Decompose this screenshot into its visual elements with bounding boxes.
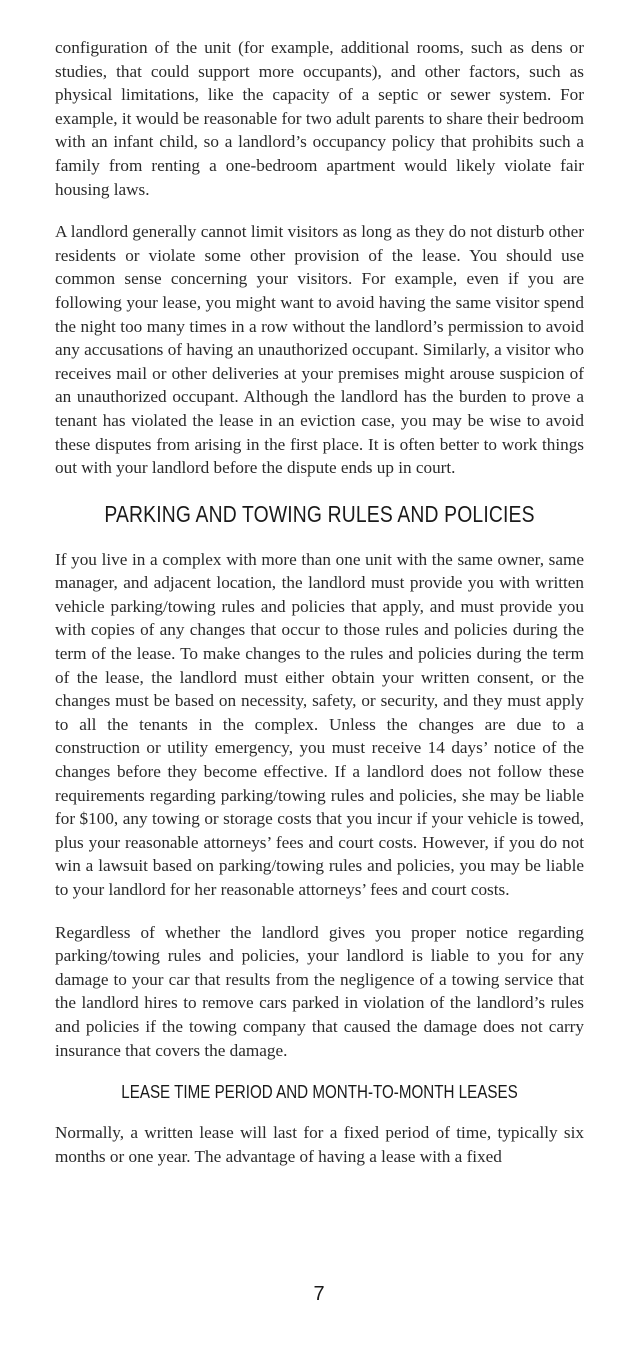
paragraph-visitors: A landlord generally cannot limit visitors as long as they do not disturb other residents or violate some other provision of the lease. You should use common sense concerning your visitors. For example, even if you are following your lease, you might want to avoid having the same visitor spend the night too many times in a row without the landlord’s permission to avoid any accusations of having an unauthorized occupant. Similarly, a visitor who receives mail or other deliveries at your premises might arouse suspicion of an unauthorized occupant. Although the landlord has the burden to prove a tenant has violated the lease in an eviction case, you may be wise to avoid these disputes from arising in the first place. It is often better to work things out with your landlord before the dispute ends up in court. bbox=[55, 222, 584, 478]
document-page bbox=[55, 36, 584, 1168]
paragraph-parking-rules: If you live in a complex with more than one unit with the same owner, same manager, and adjacent location, the landlord must provide you with written vehicle parking/towing rules and policies that apply, and must provide you with copies of any changes that occur to those rules and policies during the term of the lease. To make changes to the rules and policies during the term of the lease, the landlord must either obtain your written consent, or the changes must be based on necessity, safety, or security, and they must apply to all the tenants in the complex. Unless the changes are due to a construction or utility emergency, you must receive 14 days’ notice of the changes before they become effective. If a landlord does not follow these requirements regarding parking/towing rules and policies, she may be liable for $100, any towing or storage costs that you incur if your vehicle is towed, plus your reasonable attorneys’ fees and court costs. However, if you do not win a lawsuit based on parking/towing rules and policies, you may be liable to your landlord for her reasonable attorneys’ fees and court costs. bbox=[55, 549, 584, 899]
paragraph-occupancy-continued: configuration of the unit (for example, additional rooms, such as dens or studies, that could support more occupants), and other factors, such as physical limitations, like the capacity of a septic or sewer system. For example, it would be reasonable for two adult parents to share their bedroom with an infant child, so a landlord’s occupancy policy that prohibits such a family from renting a one-bedroom apartment would likely violate fair housing laws. bbox=[55, 38, 584, 199]
paragraph-lease-period: Normally, a written lease will last for a fixed period of time, typically six months or one year. The advantage of having a lease with a fixed bbox=[55, 1123, 584, 1166]
heading-parking-towing: PARKING AND TOWING RULES AND POLICIES bbox=[104, 500, 535, 527]
paragraph-towing-damage: Regardless of whether the landlord gives you proper notice regarding parking/towing rules and policies, your landlord is liable to you for any damage to your car that results from the negligence of a towing service that the landlord hires to remove cars parked in violation of the landlord’s rules and policies if the towing company that caused the damage does not carry insurance that covers the damage. bbox=[55, 922, 584, 1060]
heading-lease-time-period: LEASE TIME PERIOD AND MONTH-TO-MONTH LEASES bbox=[121, 1081, 518, 1103]
page-number: 7 bbox=[313, 1283, 325, 1305]
